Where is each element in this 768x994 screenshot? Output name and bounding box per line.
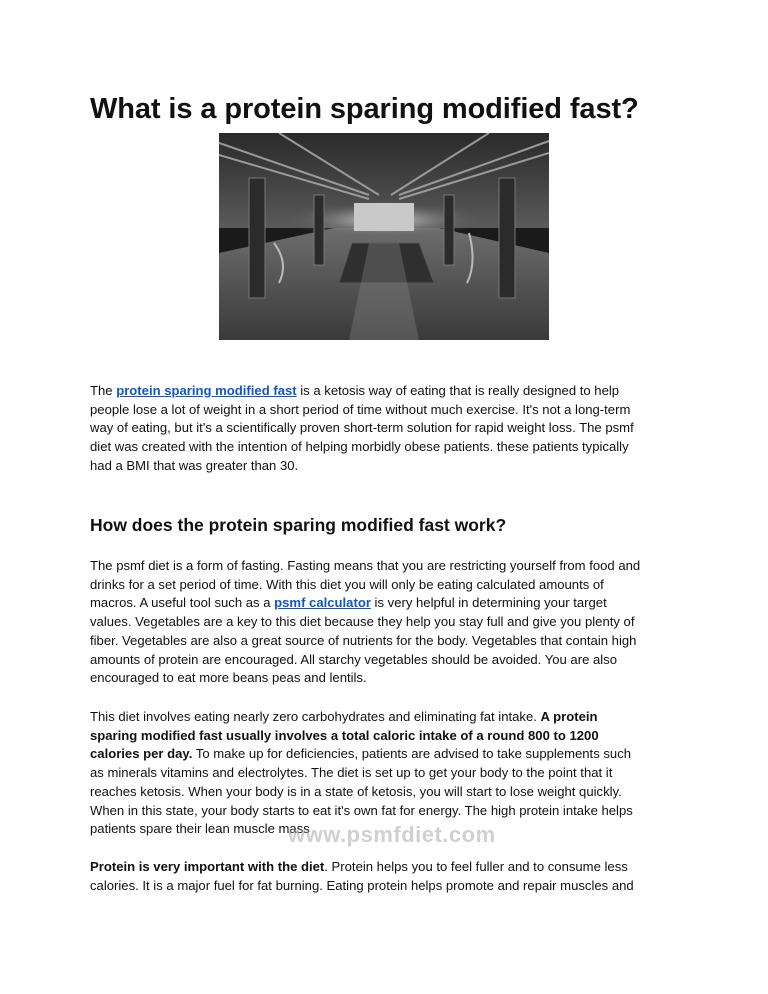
psmf-calculator-link[interactable]: psmf calculator xyxy=(274,595,371,611)
para4-line: calories. It is a major fuel for fat burning. Eating protein helps promote and repair muscles and xyxy=(90,877,634,893)
intro-line-5: had a BMI that was greater than 30. xyxy=(90,457,299,473)
para2-line: The psmf diet is a form of fasting. Fasting means that you are restricting yourself from food and xyxy=(90,558,641,573)
intro-line-2: people lose a lot of weight in a short period of time without much exercise. It's not a long-term xyxy=(90,401,631,417)
bold-text: calories per day. xyxy=(90,746,193,762)
para4-line xyxy=(90,858,690,877)
text-span: is a ketosis way of eating that is really designed to help xyxy=(296,383,620,398)
text-span: is very helpful in determining your target xyxy=(370,595,607,611)
section-heading: How does the protein sparing modified fast work? xyxy=(90,515,507,535)
para3-line: When in this state, your body starts to eat it's own fat for energy. The high protein intake helps xyxy=(90,802,633,818)
text-span: . Protein helps you to feel fuller and to consume less xyxy=(324,859,628,874)
psmf-link[interactable]: protein sparing modified fast xyxy=(116,383,297,398)
bold-text: Protein is very important with the diet xyxy=(90,859,325,874)
text-span: The xyxy=(90,383,117,398)
page-title: What is a protein sparing modified fast? xyxy=(90,93,639,125)
intro-line-3: way of eating, but it's a scientifically proven short-term solution for rapid weight loss. The psmf xyxy=(90,420,634,436)
fasting-paragraph xyxy=(90,557,690,688)
bold-text: A protein xyxy=(540,709,598,724)
intro-paragraph xyxy=(90,382,690,476)
para2-line: fiber. Vegetables are also a great source of nutrients for the body. Vegetables that contain high xyxy=(90,632,637,648)
intro-line-1 xyxy=(90,382,690,401)
para3-line xyxy=(90,727,690,746)
para3-line xyxy=(90,745,690,764)
para3-line: as minerals vitamins and electrolytes. The diet is set up to get your body to the point that it xyxy=(90,765,613,781)
text-span: macros. A useful tool such as a xyxy=(90,595,275,611)
para2-line xyxy=(90,594,690,613)
bold-text: sparing modified fast usually involves a total caloric intake of a round 800 to 1200 xyxy=(90,727,599,743)
para2-line: encouraged to eat more beans peas and lentils. xyxy=(90,670,367,686)
carbs-paragraph xyxy=(90,708,690,839)
watermark: www.psmfdiet.com xyxy=(288,822,496,847)
para2-line: values. Vegetables are a key to this diet because they help you stay full and give you plenty of xyxy=(90,614,635,630)
protein-paragraph xyxy=(90,858,690,895)
text-span: To make up for deficiencies, patients are advised to take supplements such xyxy=(192,746,632,762)
text-span: This diet involves eating nearly zero carbohydrates and eliminating fat intake. xyxy=(90,709,541,724)
para2-line: amounts of protein are encouraged. All starchy vegetables should be avoided. You are also xyxy=(90,651,618,667)
gym-photo xyxy=(219,133,549,340)
para2-line: drinks for a set period of time. With this diet you will only be eating calculated amounts of xyxy=(90,576,604,592)
para3-line xyxy=(90,708,690,727)
para3-line: reaches ketosis. When your body is in a state of ketosis, you will start to lose weight quickly. xyxy=(90,783,622,799)
para3-line: patients spare their lean muscle mass xyxy=(90,821,310,837)
intro-line-4: diet was created with the intention of helping morbidly obese patients. these patients typically xyxy=(90,439,629,455)
